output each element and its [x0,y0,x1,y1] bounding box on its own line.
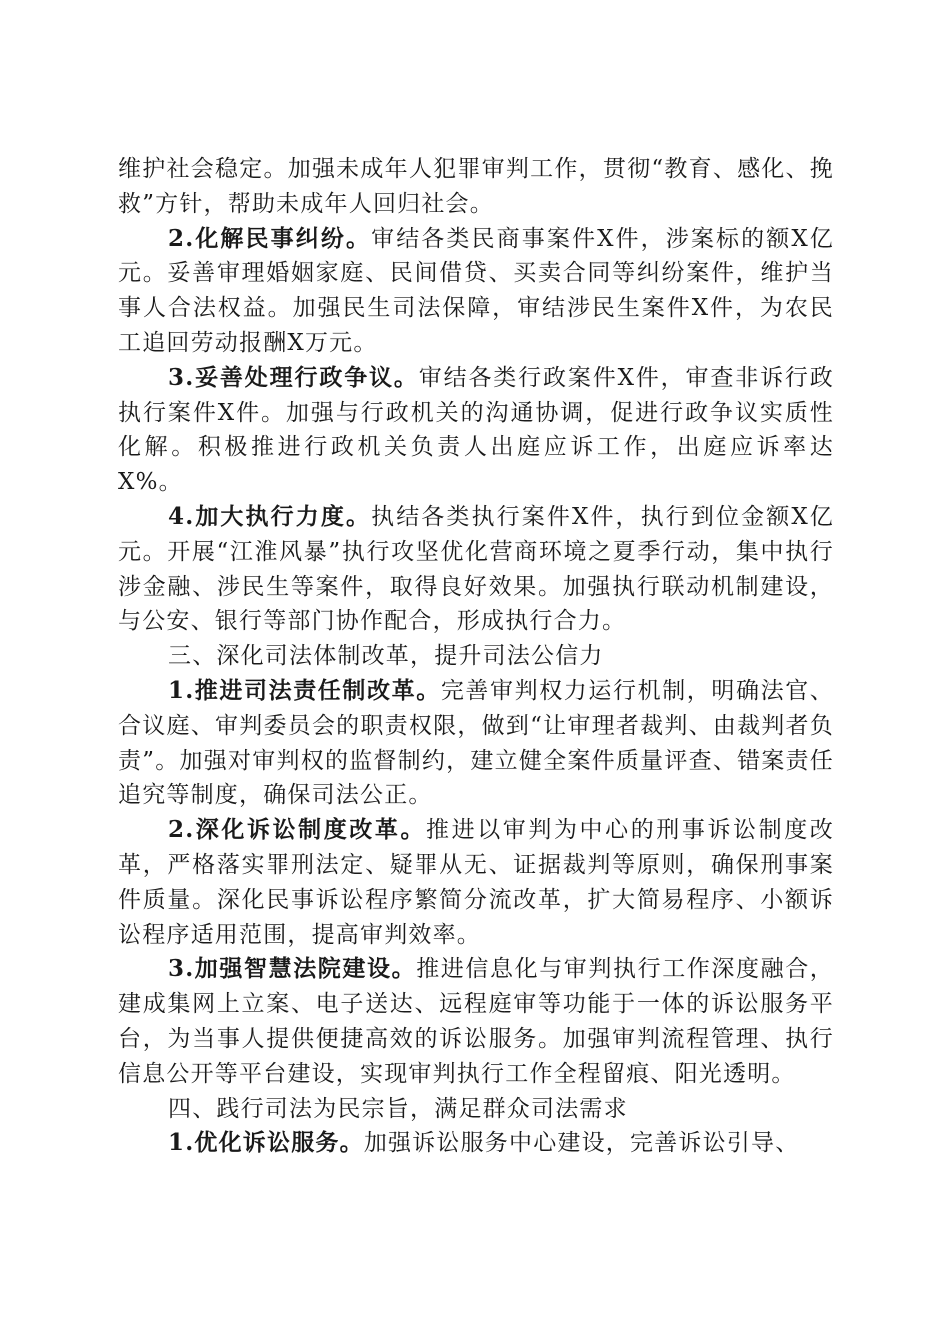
section-heading [118,639,834,674]
section-heading [118,1092,834,1127]
paragraph-lead: 2.化解民事纠纷。 [168,224,372,252]
paragraph-text: 加强诉讼服务中心建设，完善诉讼引导、 [363,1130,800,1157]
paragraph-item [118,361,834,500]
paragraph-lead: 3.加强智慧法院建设。 [168,955,417,983]
paragraph-item [118,813,834,952]
section-heading-text: 四、践行司法为民宗旨，满足群众司法需求 [168,1095,628,1122]
paragraph-lead: 2.深化诉讼制度改革。 [168,816,427,844]
paragraph-text: 完善审判权力运行机制，明确法官、合议庭、审判委员会的职责权限，做到“让审理者裁判、由裁判者负责”。加强对审判权的监督制约，建立健全案件质量评查、错案责任追究等制度，确保司法公正。 [118,677,834,809]
paragraph-lead: 1.优化诉讼服务。 [168,1129,364,1157]
paragraph-item [118,674,834,813]
section-heading-text: 三、深化司法体制改革，提升司法公信力 [168,643,604,670]
paragraph-text: 维护社会稳定。加强未成年人犯罪审判工作，贯彻“教育、感化、挽救”方针，帮助未成年人回归社会。 [118,156,834,217]
paragraph-text: 推进以审判为中心的刑事诉讼制度改革，严格落实罪刑法定、疑罪从无、证据裁判等原则，确保刑事案件质量。深化民事诉讼程序繁简分流改革，扩大简易程序、小额诉讼程序适用范围，提高审判效率。 [118,817,834,948]
paragraph-lead: 1.推进司法责任制改革。 [168,676,441,704]
paragraph-text: 审结各类行政案件X件，审查非诉行政执行案件X件。加强与行政机关的沟通协调，促进行政争议实质性化解。积极推进行政机关负责人出庭应诉工作，出庭应诉率达X%。 [118,364,834,496]
paragraph-continuation [118,152,834,222]
paragraph-text: 审结各类民商事案件X件，涉案标的额X亿元。妥善审理婚姻家庭、民间借贷、买卖合同等纠纷案件，维护当事人合法权益。加强民生司法保障，审结涉民生案件X件，为农民工追回劳动报酬X万元。 [118,225,834,356]
document-body [118,152,834,1161]
paragraph-text: 推进信息化与审判执行工作深度融合，建成集网上立案、电子送达、远程庭审等功能于一体的诉讼服务平台，为当事人提供便捷高效的诉讼服务。加强审判流程管理、执行信息公开等平台建设，实现审判执行工作全程留痕、阳光透明。 [118,956,834,1087]
paragraph-item [118,952,834,1091]
paragraph-lead: 3.妥善处理行政争议。 [168,363,419,391]
paragraph-item [118,500,834,639]
paragraph-item [118,1126,834,1161]
paragraph-item [118,222,834,361]
paragraph-lead: 4.加大执行力度。 [168,502,372,530]
paragraph-text: 执结各类执行案件X件，执行到位金额X亿元。开展“江淮风暴”执行攻坚优化营商环境之夏季行动，集中执行涉金融、涉民生等案件，取得良好效果。加强执行联动机制建设，与公安、银行等部门协作配合，形成执行合力。 [118,503,834,635]
